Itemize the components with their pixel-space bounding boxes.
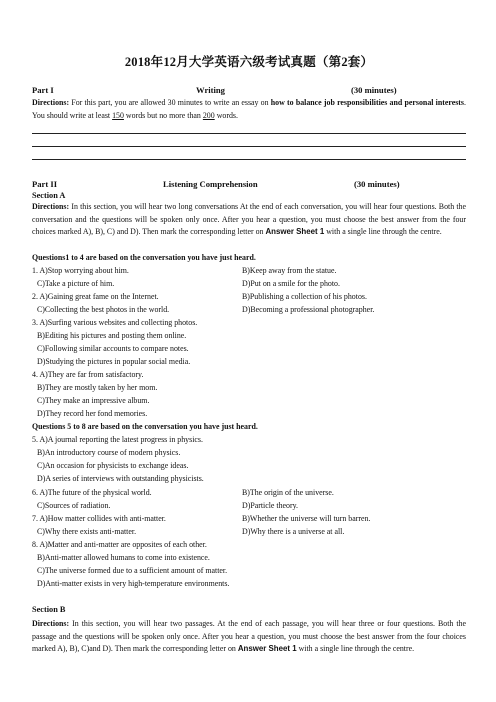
question-4-option-b: B)They are mostly taken by her mom. (37, 383, 158, 392)
question-8-option-c: C)The universe formed due to a sufficient amount of matter. (37, 566, 228, 575)
question-3-option-b: B)Editing his pictures and posting them online. (37, 331, 187, 340)
directions-text: with a single line through the centre. (326, 227, 442, 236)
section-b-directions (32, 618, 466, 656)
essay-topic-cont: personal interests (404, 98, 465, 107)
directions-text: words. (216, 110, 238, 120)
part2-name: Listening Comprehension (163, 179, 258, 189)
writing-line (32, 133, 466, 134)
writing-line (32, 159, 466, 160)
question-2-option-a: 2. A)Gaining great fame on the Internet. (32, 292, 159, 301)
question-6-option-d: D)Particle theory. (242, 501, 299, 510)
question-8-option-d: D)Anti-matter exists in very high-temperature environments. (37, 579, 230, 588)
part2-label: Part II (32, 179, 58, 189)
question-5-option-c: C)An occasion for physicists to exchange ideas. (37, 461, 189, 470)
question-7-option-a: 7. A)How matter collides with anti-matter. (32, 514, 166, 523)
question-5-option-b: B)An introductory course of modern physics. (37, 448, 181, 457)
section-a-heading: Section A (32, 191, 66, 200)
question-3-option-d: D)Studying the pictures in popular social media. (37, 357, 191, 366)
question-7-option-d: D)Why there is a universe at all. (242, 527, 345, 536)
question-6-option-c: C)Sources of radiation. (37, 501, 111, 510)
directions-text: In this section, you will hear two long conversations At the end of each conversation, you will hear four questions. Both the conversation and the questions will be spoken only once. After you hear a question, you must choose the best answer from the four choices marked A), B), C) and D). Then mark the corresponding letter on (32, 202, 466, 236)
part1-time: (30 minutes) (351, 85, 397, 95)
directions-label: Directions: (32, 202, 70, 211)
question-4-option-d: D)They record her fond memories. (37, 409, 148, 418)
directions-text: with a single line through the centre. (298, 644, 415, 653)
question-1-option-b: B)Keep away from the statue. (242, 266, 337, 275)
part1-name: Writing (196, 85, 225, 95)
question-5-option-a: 5. A)A journal reporting the latest progress in physics. (32, 435, 203, 444)
answer-sheet-ref: Answer Sheet 1 (265, 227, 325, 236)
max-words: 200 (202, 110, 215, 120)
answer-sheet-ref: Answer Sheet 1 (237, 644, 297, 653)
question-1-option-a: 1. A)Stop worrying about him. (32, 266, 129, 275)
directions-text: . You should write at least (32, 98, 466, 120)
question-2-option-d: D)Becoming a professional photographer. (242, 305, 375, 314)
directions-label: Directions: (32, 98, 70, 107)
question-6-option-b: B)The origin of the universe. (242, 488, 334, 497)
part2-time: (30 minutes) (354, 179, 400, 189)
part2-header (32, 179, 466, 191)
directions-text: words but no more than (125, 110, 201, 120)
directions-text: In this section, you will hear two passages. At the end of each passage, you will hear three or four questions. Both the passage and the questions will be spoken only once. After you hear a question, you must choose the best answer from the four choices marked A), B), C)and D). Then mark the corresponding letter on (32, 619, 466, 653)
question-6-option-a: 6. A)The future of the physical world. (32, 488, 152, 497)
question-3-option-c: C)Following similar accounts to compare notes. (37, 344, 189, 353)
essay-topic: how to balance job responsibilities and (270, 98, 403, 107)
section-a-directions (32, 201, 466, 239)
question-8-option-b: B)Anti-matter allowed humans to come into existence. (37, 553, 210, 562)
question-4-option-a: 4. A)They are far from satisfactory. (32, 370, 144, 379)
question-1-option-d: D)Put on a smile for the photo. (242, 279, 340, 288)
question-3-option-a: 3. A)Surfing various websites and collecting photos. (32, 318, 198, 327)
questions-group-header: Questions 5 to 8 are based on the conversation you have just heard. (32, 422, 258, 431)
question-8-option-a: 8. A)Matter and anti-matter are opposites of each other. (32, 540, 207, 549)
page-title: 2018年12月大学英语六级考试真题（第2套） (124, 55, 374, 69)
question-7-option-c: C)Why there exists anti-matter. (37, 527, 137, 536)
writing-line (32, 146, 466, 147)
part1-label: Part I (32, 85, 54, 95)
question-4-option-c: C)They make an impressive album. (37, 396, 150, 405)
question-5-option-d: D)A series of interviews with outstanding physicists. (37, 474, 204, 483)
directions-label: Directions: (32, 619, 70, 628)
question-2-option-b: B)Publishing a collection of his photos. (242, 292, 367, 301)
question-2-option-c: C)Collecting the best photos in the world. (37, 305, 170, 314)
min-words: 150 (112, 110, 124, 120)
questions-group-header: Questions1 to 4 are based on the conversation you have just heard. (32, 253, 256, 262)
part1-header (32, 85, 466, 97)
directions-text: For this part, you are allowed 30 minutes to write an essay on (71, 98, 269, 107)
part1-directions (32, 97, 466, 122)
question-1-option-c: C)Take a picture of him. (37, 279, 115, 288)
section-b-heading: Section B (32, 605, 66, 614)
question-7-option-b: B)Whether the universe will turn barren. (242, 514, 371, 523)
